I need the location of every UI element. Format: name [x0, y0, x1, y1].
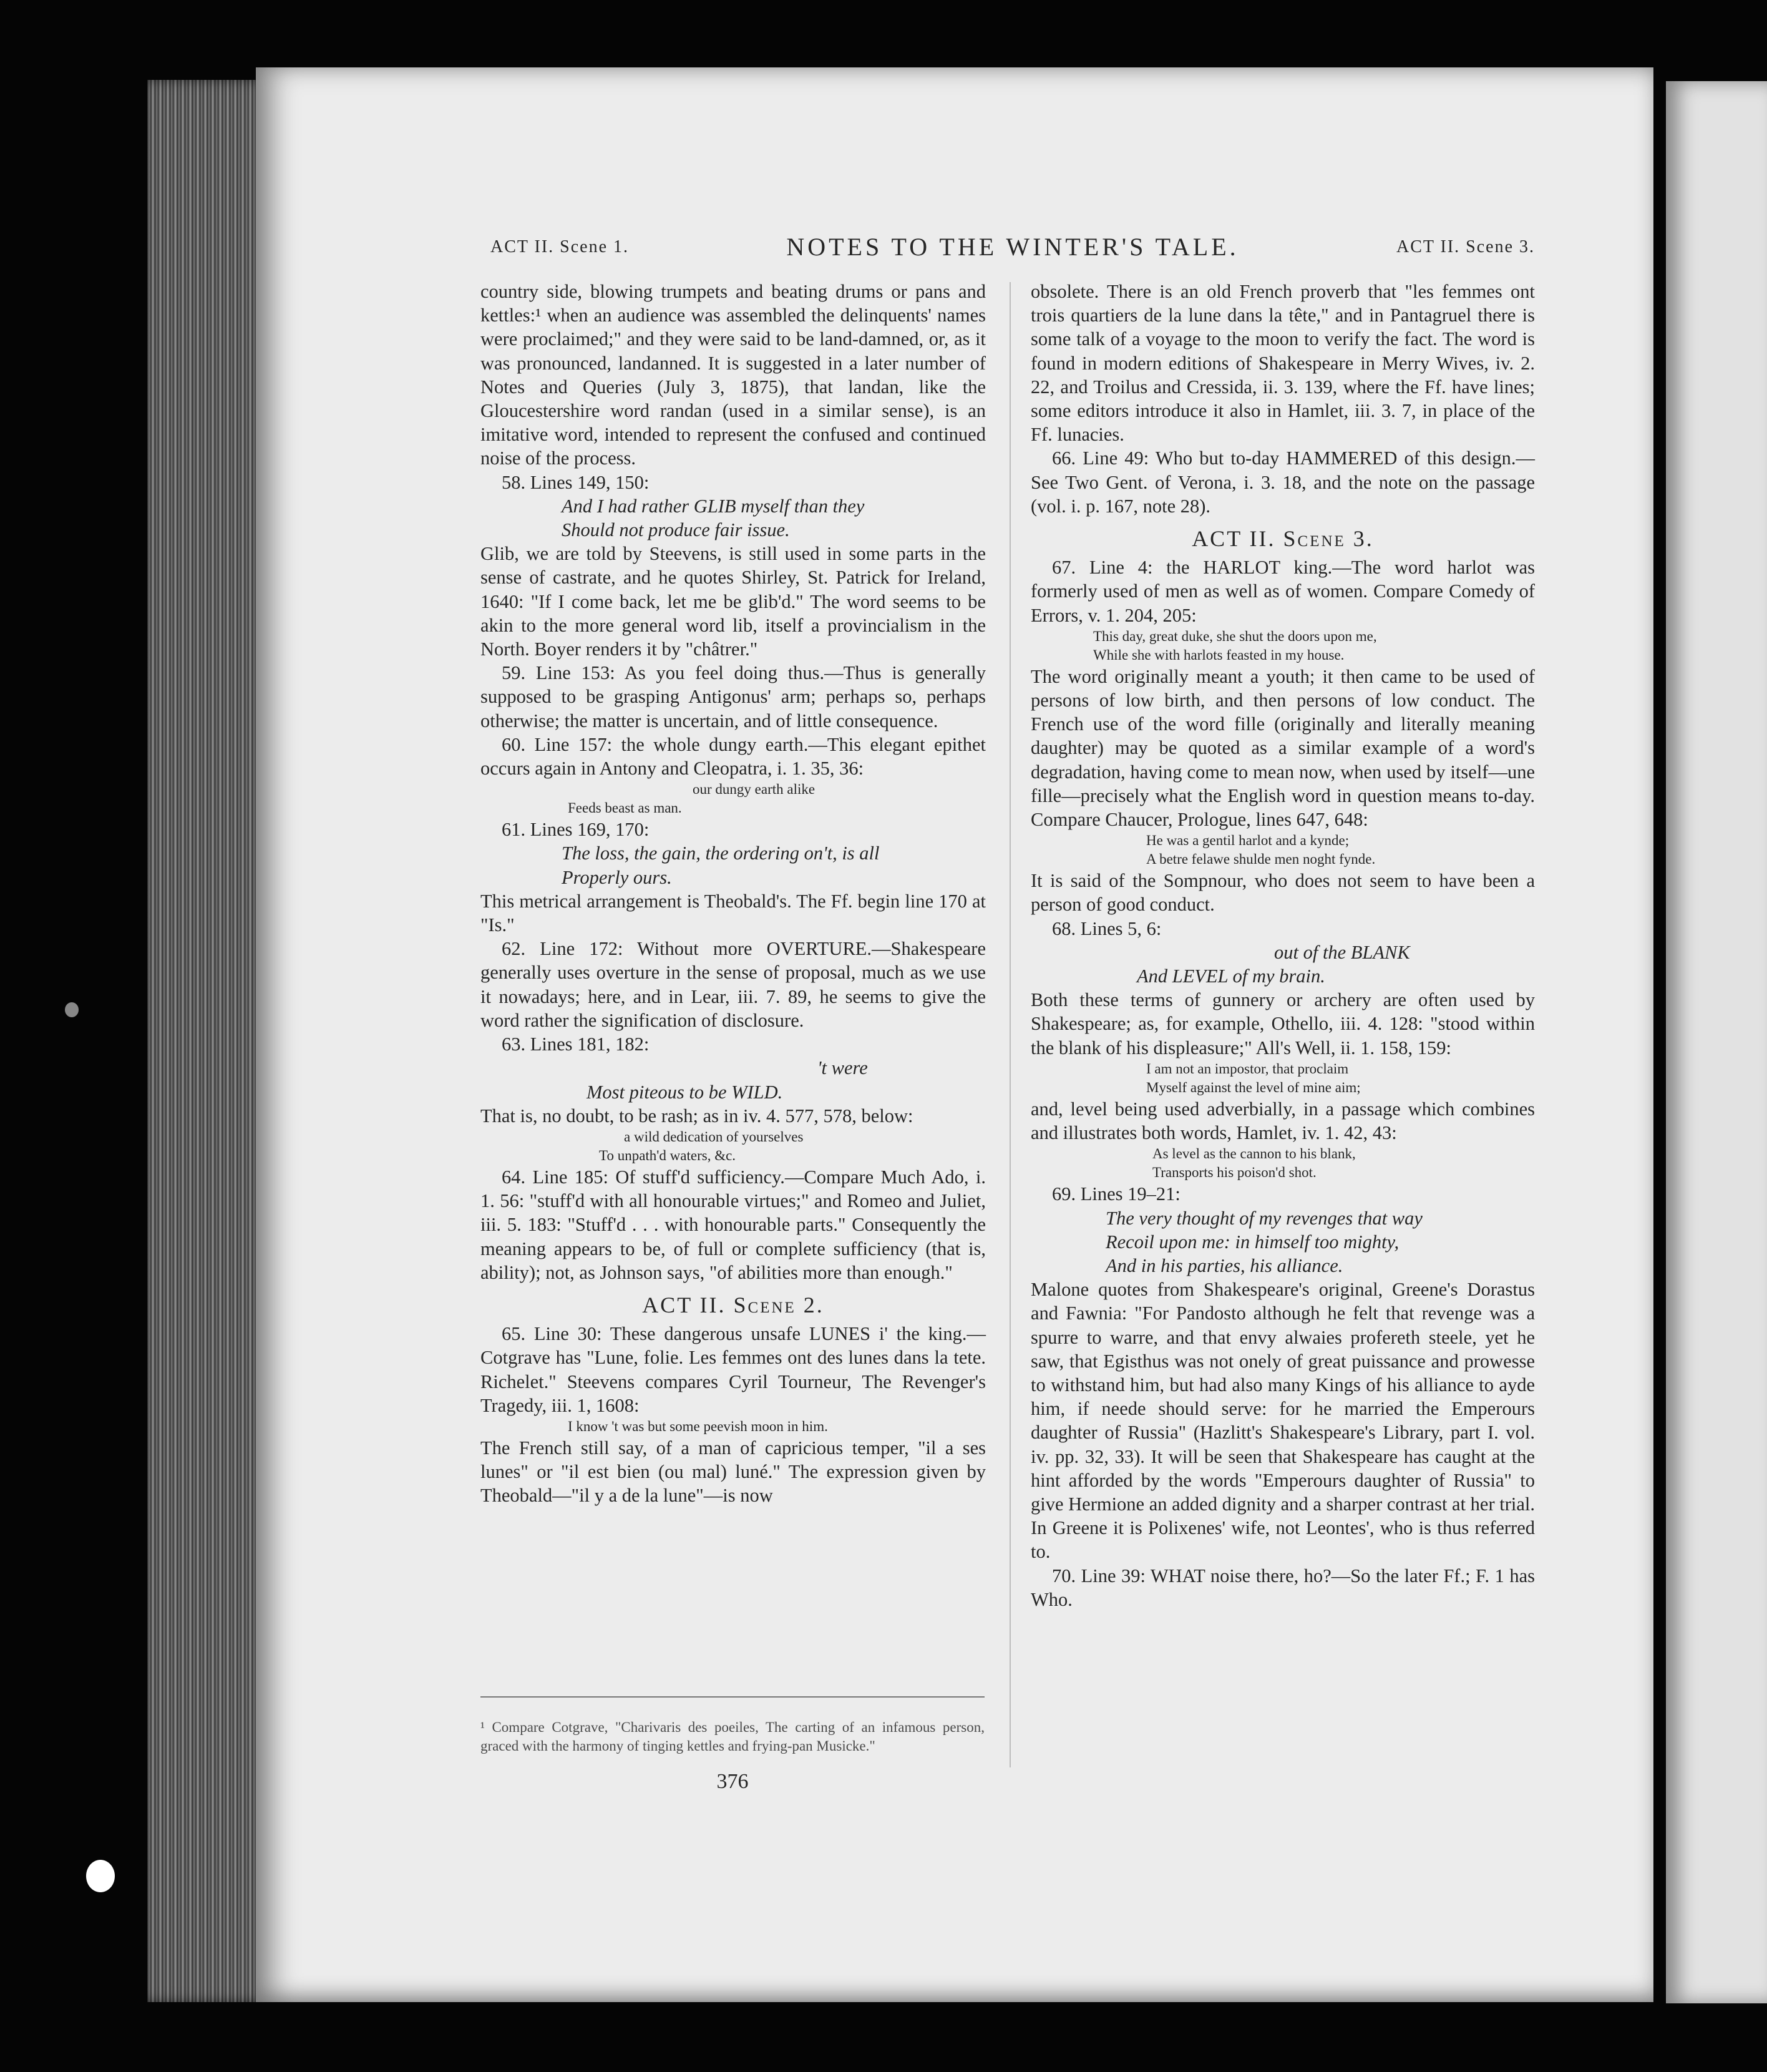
- note-61-heading: 61. Lines 169, 170:: [502, 819, 650, 841]
- facing-page-edge: [1666, 81, 1767, 2003]
- footnote: ¹ Compare Cotgrave, "Charivaris des poeiles, The carting of an infamous person, graced with the harmony of tinging kettles and frying-pan Musicke.": [480, 1719, 985, 1754]
- note-68-body: Both these terms of gunnery or archery are often used by Shakespeare; as, for example, Othello, iii. 4. 128: "stood within the blank of his displeasure;" All's Well, ii. 1. 158, 159:: [1031, 989, 1535, 1058]
- book-page-edges: [147, 80, 272, 2002]
- note-58-body: Glib, we are told by Steevens, is still used in some parts in the sense of castrate, and he quotes Shirley, St. Patrick for Ireland, 1640: "If I come back, let me be glib'd." The word seems to be akin to the more general word lib, itself a provincialism in the North. Boyer renders it by "châtrer.": [480, 543, 986, 660]
- running-head-title: NOTES TO THE WINTER'S TALE.: [786, 233, 1239, 261]
- note-68-body-continued: and, level being used adverbially, in a passage which combines and illustrates both words, Hamlet, iv. 1. 42, 43:: [1031, 1098, 1535, 1144]
- running-head: [490, 232, 1535, 263]
- scene-heading-scene: Scene 2.: [733, 1292, 824, 1317]
- note-67-body-continued: It is said of the Sompnour, who does not seem to have been a person of good conduct.: [1031, 870, 1535, 916]
- note-69-body: Malone quotes from Shakespeare's original, Greene's Dorastus and Fawnia: "For Pandosto although he felt that revenge was a spurre to warre, and that envy alwaies profereth steele, yet he saw, that Egisthus was not onely of great puissance and prowesse to withstand him, but had also many Kings of his alliance to ayde him, if neede should serve: for he married the Emperours daughter of Russia" (Hazlitt's Shakespeare's Library, part I. vol. iv. pp. 32, 33). It will be seen that Shakespeare has caught at the hint afforded by the words "Emperours daughter of Russia" to give Hermione an added dignity and a sharper contrast at her trial. In Greene it is Polixenes' wife, not Leontes', who is thus referred to.: [1031, 1279, 1535, 1563]
- note-64: 64. Line 185: Of stuff'd sufficiency.—Compare Much Ado, i. 1. 56: "stuff'd with all honourable virtues;" and Romeo and Juliet, iii. 5. 183: "Stuff'd . . . with honourable parts." Consequently the meaning appears to be, of full or complete sufficiency (that is, ability); not, as Johnson says, "of abilities more than enough.": [480, 1166, 986, 1283]
- note-60-quote-line: Feeds beast as man.: [568, 800, 682, 816]
- note-62: 62. Line 172: Without more OVERTURE.—Shakespeare generally uses overture in the sense of proposal, much as we use it nowadays; here, and in Lear, iii. 7. 89, he seems to give the word rather the signification of disclosure.: [480, 938, 986, 1031]
- note-63-verse-line: Most piteous to be WILD.: [587, 1081, 783, 1103]
- scan-speck: [65, 1002, 79, 1017]
- note-63-quote-line: a wild dedication of yourselves: [624, 1128, 804, 1145]
- note-58-heading: 58. Lines 149, 150:: [502, 471, 650, 493]
- note-67-body: The word originally meant a youth; it then came to be used of persons of low birth, and then persons of low conduct. The French use of the word fille (originally and literally meaning daughter) may be quoted as a similar example of a word's degradation, having come to mean now, when used by itself—une fille—precisely what the English word in question means to-day. Compare Chaucer, Prologue, lines 647, 648:: [1031, 665, 1535, 831]
- note-67: 67. Line 4: the HARLOT king.—The word harlot was formerly used of men as well as of women. Compare Comedy of Errors, v. 1. 204, 205:: [1031, 557, 1535, 626]
- note-69-verse-line: The very thought of my revenges that way: [1106, 1207, 1423, 1229]
- note-68-quote-line: I am not an impostor, that proclaim: [1146, 1060, 1349, 1077]
- note-60-quote-line: our dungy earth alike: [693, 781, 815, 798]
- note-70: 70. Line 39: WHAT noise there, ho?—So the later Ff.; F. 1 has Who.: [1031, 1565, 1535, 1610]
- note-63-verse-line: 't were: [817, 1057, 868, 1079]
- scene-heading-act: ACT II.: [1192, 526, 1276, 552]
- scene-heading-act-2-scene-2: [480, 1293, 986, 1317]
- note-61-body: This metrical arrangement is Theobald's. The Ff. begin line 170 at "Is.": [480, 890, 986, 936]
- note-58-verse-line: Should not produce fair issue.: [562, 519, 790, 541]
- note-67-quote-line: A betre felawe shulde men noght fynde.: [1146, 851, 1376, 867]
- note-66: 66. Line 49: Who but to-day HAMMERED of this design.—See Two Gent. of Verona, i. 3. 18, and the note on the passage (vol. i. p. 167, note 28).: [1031, 447, 1535, 517]
- column-divider: [1010, 282, 1011, 1767]
- note-65: 65. Line 30: These dangerous unsafe LUNES i' the king.—Cotgrave has "Lune, folie. Les femmes ont des lunes dans la tete. Richelet." Steevens compares Cyril Tourneur, The Revenger's Tragedy, iii. 1, 1608:: [480, 1323, 986, 1416]
- note-63-heading: 63. Lines 181, 182:: [502, 1034, 650, 1055]
- note-68-verse-line: out of the BLANK: [1274, 941, 1410, 963]
- note-65-quote-line: I know 't was but some peevish moon in him.: [568, 1418, 828, 1434]
- note-68-quote-line: As level as the cannon to his blank,: [1152, 1146, 1356, 1162]
- scene-heading-act-2-scene-3: [1031, 527, 1535, 550]
- note-68-verse-line: And LEVEL of my brain.: [1137, 965, 1325, 987]
- note-67-quote-line: He was a gentil harlot and a kynde;: [1146, 833, 1350, 849]
- scan-speck: [86, 1860, 115, 1892]
- page-number: 376: [716, 1770, 749, 1793]
- note-57-continuation: country side, blowing trumpets and beating drums or pans and kettles:¹ when an audience was assembled the delinquents' names were proclaimed;" and they were said to be land-damned, or, as it was pronounced, landanned. It is suggested in a later number of Notes and Queries (July 3, 1875), that landan, like the Gloucestershire word randan (used in a similar sense), is an imitative word, intended to represent the confused and continued noise of the process.: [480, 281, 986, 469]
- note-69-heading: 69. Lines 19–21:: [1052, 1183, 1180, 1205]
- note-69-verse-line: Recoil upon me: in himself too mighty,: [1106, 1231, 1399, 1253]
- scene-heading-act: ACT II.: [642, 1292, 726, 1317]
- note-68-heading: 68. Lines 5, 6:: [1052, 917, 1162, 939]
- note-58-verse-line: And I had rather GLIB myself than they: [562, 495, 865, 517]
- running-head-left: ACT II. Scene 1.: [490, 237, 629, 257]
- left-column: [480, 280, 986, 1508]
- note-59: 59. Line 153: As you feel doing thus.—Thus is generally supposed to be grasping Antigonus' arm; perhaps so, perhaps otherwise; the matter is uncertain, and of little consequence.: [480, 662, 986, 731]
- note-68-quote-line: Myself against the level of mine aim;: [1146, 1079, 1361, 1095]
- running-head-right: ACT II. Scene 3.: [1396, 237, 1535, 257]
- note-67-quote-line: This day, great duke, she shut the doors upon me,: [1093, 628, 1377, 644]
- note-61-verse-line: Properly ours.: [562, 866, 672, 888]
- note-61-verse-line: The loss, the gain, the ordering on't, is all: [562, 843, 880, 864]
- scene-heading-scene: Scene 3.: [1283, 526, 1374, 552]
- note-63-body: That is, no doubt, to be rash; as in iv. 4. 577, 578, below:: [480, 1105, 913, 1126]
- note-67-quote-line: While she with harlots feasted in my house.: [1093, 647, 1345, 663]
- footnote-rule: [480, 1696, 985, 1698]
- note-68-quote-line: Transports his poison'd shot.: [1152, 1165, 1317, 1181]
- note-65-body: The French still say, of a man of capricious temper, "il a ses lunes" or "il est bien (ou mal) luné." The expression given by Theobald—"il y a de la lune"—is now: [480, 1437, 986, 1507]
- note-60: 60. Line 157: the whole dungy earth.—This elegant epithet occurs again in Antony and Cleopatra, i. 1. 35, 36:: [480, 733, 986, 779]
- note-63-quote-line: To unpath'd waters, &c.: [599, 1147, 736, 1163]
- note-65-continuation: obsolete. There is an old French proverb that "les femmes ont trois quartiers de la lune dans la tête," and in Pantagruel there is some talk of a voyage to the moon to verify the fact. The word is found in modern editions of Shakespeare in Merry Wives, iv. 2. 22, and Troilus and Cressida, ii. 3. 139, where the Ff. have lines; some editors introduce it also in Hamlet, iii. 3. 7, in place of the Ff. lunacies.: [1031, 281, 1535, 446]
- right-column: [1031, 280, 1535, 1611]
- note-69-verse-line: And in his parties, his alliance.: [1106, 1254, 1343, 1276]
